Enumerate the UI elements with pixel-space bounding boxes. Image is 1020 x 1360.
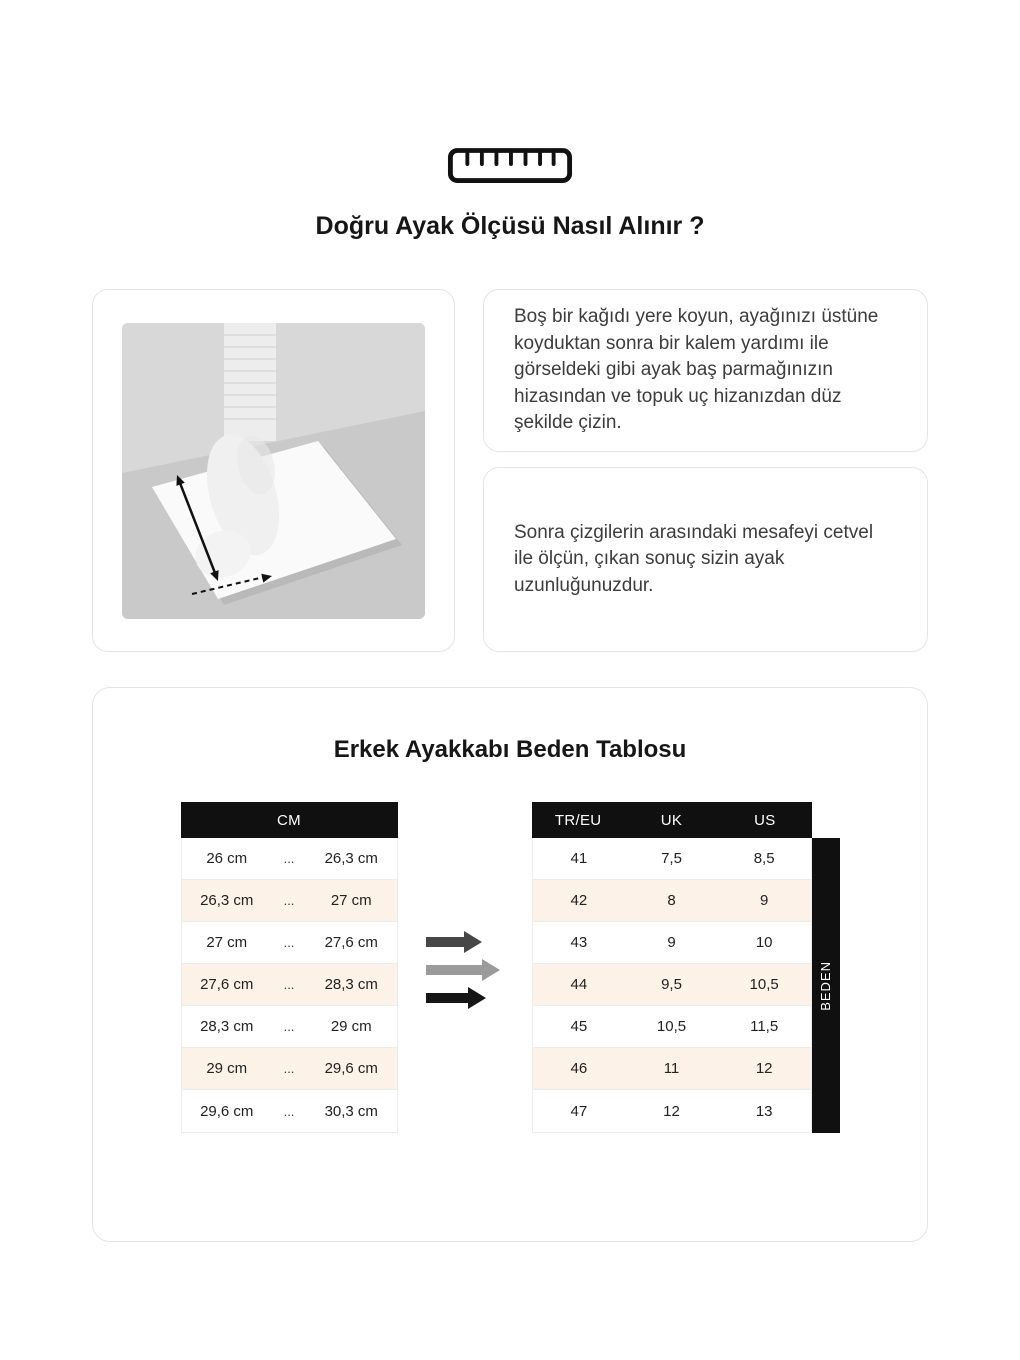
conversion-arrows bbox=[426, 802, 504, 1133]
range-dots: ... bbox=[283, 1061, 295, 1076]
instruction-step-1-text: Boş bir kağıdı yere koyun, ayağınızı üstüne koyduktan sonra bir kalem yardımı ile görseldeki gibi ayak baş parmağınızın hizasından ve topuk uç hizanızdan düz şekilde çizin. bbox=[514, 306, 879, 434]
size-uk: 11 bbox=[663, 1060, 680, 1077]
cm-min: 27,6 cm bbox=[200, 976, 254, 993]
size-chart-title: Erkek Ayakkabı Beden Tablosu bbox=[333, 736, 687, 763]
range-dots: ... bbox=[283, 1019, 295, 1034]
size-uk: 8 bbox=[667, 892, 676, 909]
size-tr-eu: 45 bbox=[570, 1018, 588, 1035]
size-us: 11,5 bbox=[750, 1018, 779, 1035]
cm-min: 29,6 cm bbox=[200, 1102, 254, 1120]
table-row bbox=[533, 922, 811, 964]
cm-max: 29,6 cm bbox=[324, 1060, 378, 1077]
ruler-icon bbox=[447, 146, 573, 186]
cm-min: 26,3 cm bbox=[200, 892, 254, 909]
range-dots: ... bbox=[283, 893, 295, 908]
table-row bbox=[182, 1006, 397, 1048]
size-tr-eu: 47 bbox=[570, 1102, 588, 1120]
size-uk: 9,5 bbox=[661, 976, 682, 993]
measurement-photo-card bbox=[92, 289, 455, 652]
size-uk: 10,5 bbox=[656, 1018, 687, 1035]
table-row bbox=[182, 1090, 397, 1132]
table-row bbox=[533, 838, 811, 880]
table-row bbox=[533, 880, 811, 922]
instruction-step-2 bbox=[483, 467, 928, 652]
size-tr-eu: 42 bbox=[570, 892, 588, 909]
size-tr-eu: 44 bbox=[570, 976, 588, 993]
conversion-arrows-icon bbox=[426, 930, 504, 1012]
beden-label: BEDEN bbox=[818, 960, 833, 1011]
size-chart-card bbox=[92, 687, 928, 1242]
size-us: 10 bbox=[755, 934, 773, 951]
size-tr-eu: 41 bbox=[570, 850, 588, 867]
table-row bbox=[182, 1048, 397, 1090]
size-table-header bbox=[532, 802, 812, 838]
size-tables bbox=[93, 802, 927, 1133]
cm-max: 28,3 cm bbox=[324, 976, 378, 993]
page-title: Doğru Ayak Ölçüsü Nasıl Alınır ? bbox=[315, 212, 705, 240]
size-us: 10,5 bbox=[749, 976, 779, 993]
range-dots: ... bbox=[283, 851, 295, 866]
cm-max: 30,3 cm bbox=[324, 1102, 378, 1120]
cm-max: 29 cm bbox=[330, 1018, 372, 1035]
table-row bbox=[182, 880, 397, 922]
cm-table bbox=[181, 802, 398, 1133]
table-row bbox=[182, 838, 397, 880]
size-us: 12 bbox=[755, 1060, 773, 1077]
cm-min: 26 cm bbox=[206, 850, 248, 867]
size-uk: 7,5 bbox=[661, 850, 682, 867]
international-size-table bbox=[532, 802, 812, 1133]
table-row bbox=[182, 964, 397, 1006]
instruction-step-2-text: Sonra çizgilerin arasındaki mesafeyi cetvel ile ölçün, çıkan sonuç sizin ayak uzunluğunuzdur. bbox=[514, 521, 874, 596]
cm-min: 29 cm bbox=[206, 1060, 248, 1077]
beden-side-bar bbox=[812, 838, 840, 1133]
size-tr-eu: 46 bbox=[570, 1060, 588, 1077]
cm-max: 27 cm bbox=[330, 892, 372, 909]
range-dots: ... bbox=[283, 977, 295, 992]
range-dots: ... bbox=[283, 1103, 295, 1119]
size-us: 8,5 bbox=[753, 850, 775, 867]
header-us: US bbox=[754, 811, 776, 829]
table-row bbox=[182, 922, 397, 964]
cm-table-header: CM bbox=[181, 802, 398, 838]
cm-max: 26,3 cm bbox=[324, 850, 378, 867]
instruction-step-1 bbox=[483, 289, 928, 452]
header-uk: UK bbox=[660, 811, 683, 829]
size-table-rows bbox=[532, 838, 812, 1133]
size-uk: 12 bbox=[663, 1102, 680, 1120]
table-row bbox=[533, 1048, 811, 1090]
cm-min: 28,3 cm bbox=[200, 1018, 254, 1035]
cm-min: 27 cm bbox=[206, 934, 248, 951]
header-tr-eu: TR/EU bbox=[554, 811, 602, 829]
size-us: 13 bbox=[755, 1102, 773, 1120]
table-row bbox=[533, 1090, 811, 1132]
instructions-column bbox=[483, 289, 928, 652]
size-tr-eu: 43 bbox=[570, 934, 588, 951]
international-size-group bbox=[532, 802, 840, 1133]
table-row bbox=[533, 1006, 811, 1048]
table-row bbox=[533, 964, 811, 1006]
cm-max: 27,6 cm bbox=[324, 934, 378, 951]
ruler-icon-wrap bbox=[0, 0, 1020, 186]
cm-table-rows bbox=[181, 838, 398, 1133]
range-dots: ... bbox=[283, 935, 295, 950]
measurement-section bbox=[92, 289, 928, 652]
size-us: 9 bbox=[759, 892, 769, 909]
foot-measurement-photo bbox=[122, 323, 425, 619]
size-uk: 9 bbox=[667, 934, 676, 951]
